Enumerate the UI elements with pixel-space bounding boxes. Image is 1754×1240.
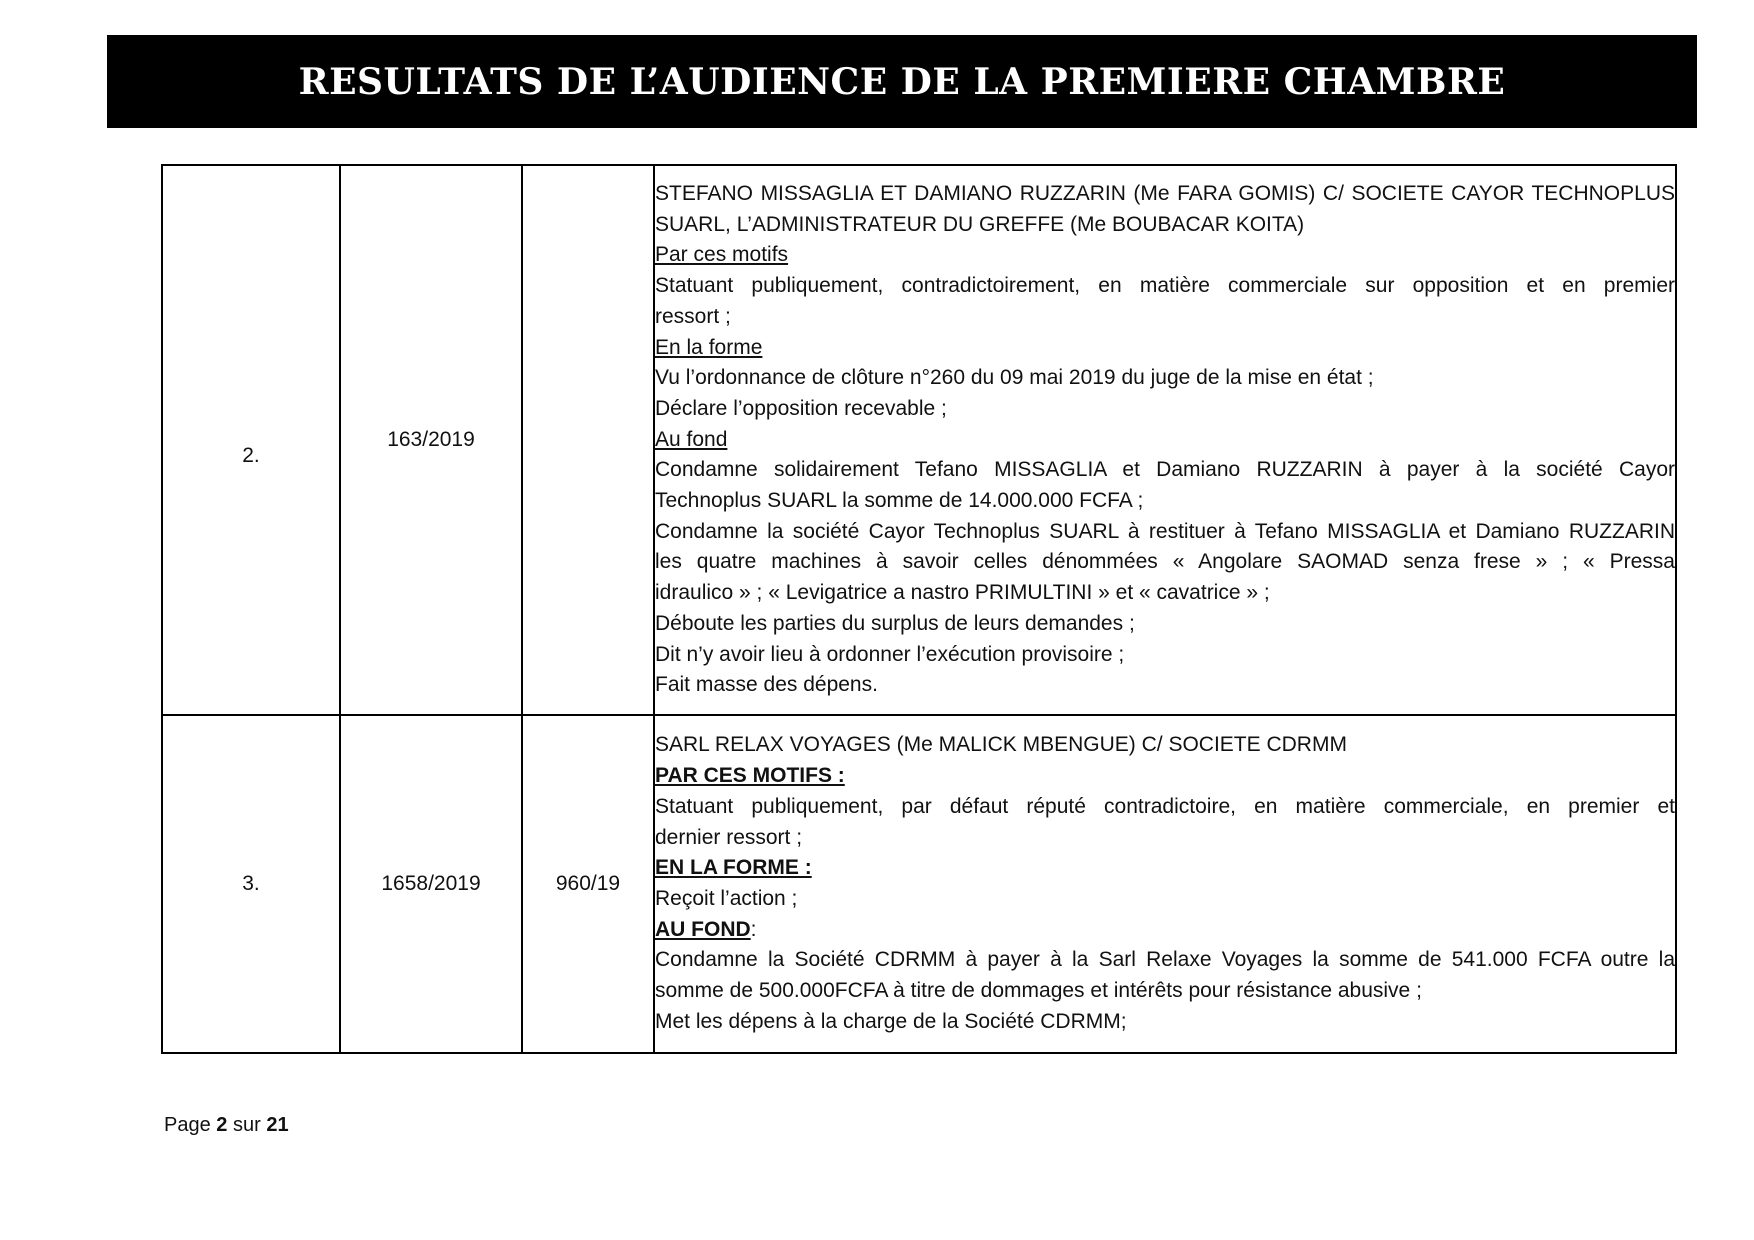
case-parties: STEFANO MISSAGLIA ET DAMIANO RUZZARIN (Me FARA GOMIS) C/ SOCIETE CAYOR TECHNOPLUS [655, 182, 1675, 206]
forme-line: Reçoit l’action ; [655, 887, 798, 910]
fond-heading: Au fond [655, 427, 728, 451]
statuant-text-continued: dernier ressort ; [655, 825, 803, 849]
fond-heading-colon: : [750, 917, 757, 941]
total-pages: 21 [266, 1114, 289, 1136]
case-parties-continued: SUARL, L’ADMINISTRATEUR DU GREFFE (Me BOUBACAR KOITA) [655, 212, 1305, 236]
fond-line: Technoplus SUARL la somme de 14.000.000 FCFA ; [655, 489, 1144, 513]
case-rg: 1658/2019 [381, 872, 481, 895]
fond-line: Déboute les parties du surplus de leurs demandes ; [655, 611, 1135, 635]
forme-heading: EN LA FORME : [655, 856, 812, 880]
fond-line: Condamne la société Cayor Technoplus SUARL à restituer à Tefano MISSAGLIA et Damiano RUZZARIN [655, 519, 1675, 543]
motifs-heading: PAR CES MOTIFS : [655, 764, 845, 788]
page-word: Page [164, 1114, 211, 1136]
fond-line: Dit n’y avoir lieu à ordonner l’exécution provisoire ; [655, 642, 1125, 666]
fond-line: Met les dépens à la charge de la Société CDRMM; [655, 1009, 1127, 1033]
case-decision-cell [654, 165, 1676, 715]
statuant-text: Statuant publiquement, contradictoirement, en matière commerciale sur opposition et en premier [655, 274, 1675, 298]
header-banner [107, 35, 1697, 128]
case-repertoire-cell [522, 715, 654, 1053]
case-decision-cell [654, 715, 1676, 1053]
case-parties: SARL RELAX VOYAGES (Me MALICK MBENGUE) C/ SOCIETE CDRMM [655, 733, 1347, 757]
case-number-cell [162, 715, 340, 1053]
statuant-text: Statuant publiquement, par défaut réputé contradictoire, en matière commerciale, en premier et [655, 794, 1675, 818]
fond-heading: AU FOND [655, 917, 751, 941]
table-row [162, 715, 1676, 1053]
page-sep: sur [232, 1114, 261, 1136]
motifs-heading: Par ces motifs [655, 243, 789, 267]
fond-line: les quatre machines à savoir celles dénommées « Angolare SAOMAD senza frese » ; « Pressa [655, 550, 1675, 574]
case-number-cell [162, 165, 340, 715]
case-number: 3. [242, 872, 260, 895]
page-counter [164, 1114, 289, 1137]
forme-heading: En la forme [655, 335, 763, 359]
case-repertoire: 960/19 [555, 872, 621, 895]
statuant-text-continued: ressort ; [655, 304, 731, 328]
case-number: 2. [242, 444, 260, 467]
forme-line: Déclare l’opposition recevable ; [655, 396, 947, 420]
table-row [162, 165, 1676, 715]
current-page: 2 [216, 1114, 228, 1136]
case-rg-cell [340, 165, 522, 715]
case-rg-cell [340, 715, 522, 1053]
fond-line: somme de 500.000FCFA à titre de dommages et intérêts pour résistance abusive ; [655, 979, 1422, 1003]
results-table [161, 164, 1677, 1054]
fond-line: Condamne solidairement Tefano MISSAGLIA et Damiano RUZZARIN à payer à la société Cayor [655, 458, 1675, 482]
fond-line: Condamne la Société CDRMM à payer à la Sarl Relaxe Voyages la somme de 541.000 FCFA outre la [655, 948, 1675, 972]
case-rg: 163/2019 [387, 428, 475, 451]
case-repertoire-cell [522, 165, 654, 715]
fond-line: idraulico » ; « Levigatrice a nastro PRIMULTINI » et « cavatrice » ; [655, 581, 1270, 605]
fond-line: Fait masse des dépens. [655, 673, 878, 697]
forme-line: Vu l’ordonnance de clôture n°260 du 09 mai 2019 du juge de la mise en état ; [655, 366, 1374, 390]
page-title: RESULTATS DE L’AUDIENCE DE LA PREMIERE CHAMBRE [298, 60, 1506, 103]
